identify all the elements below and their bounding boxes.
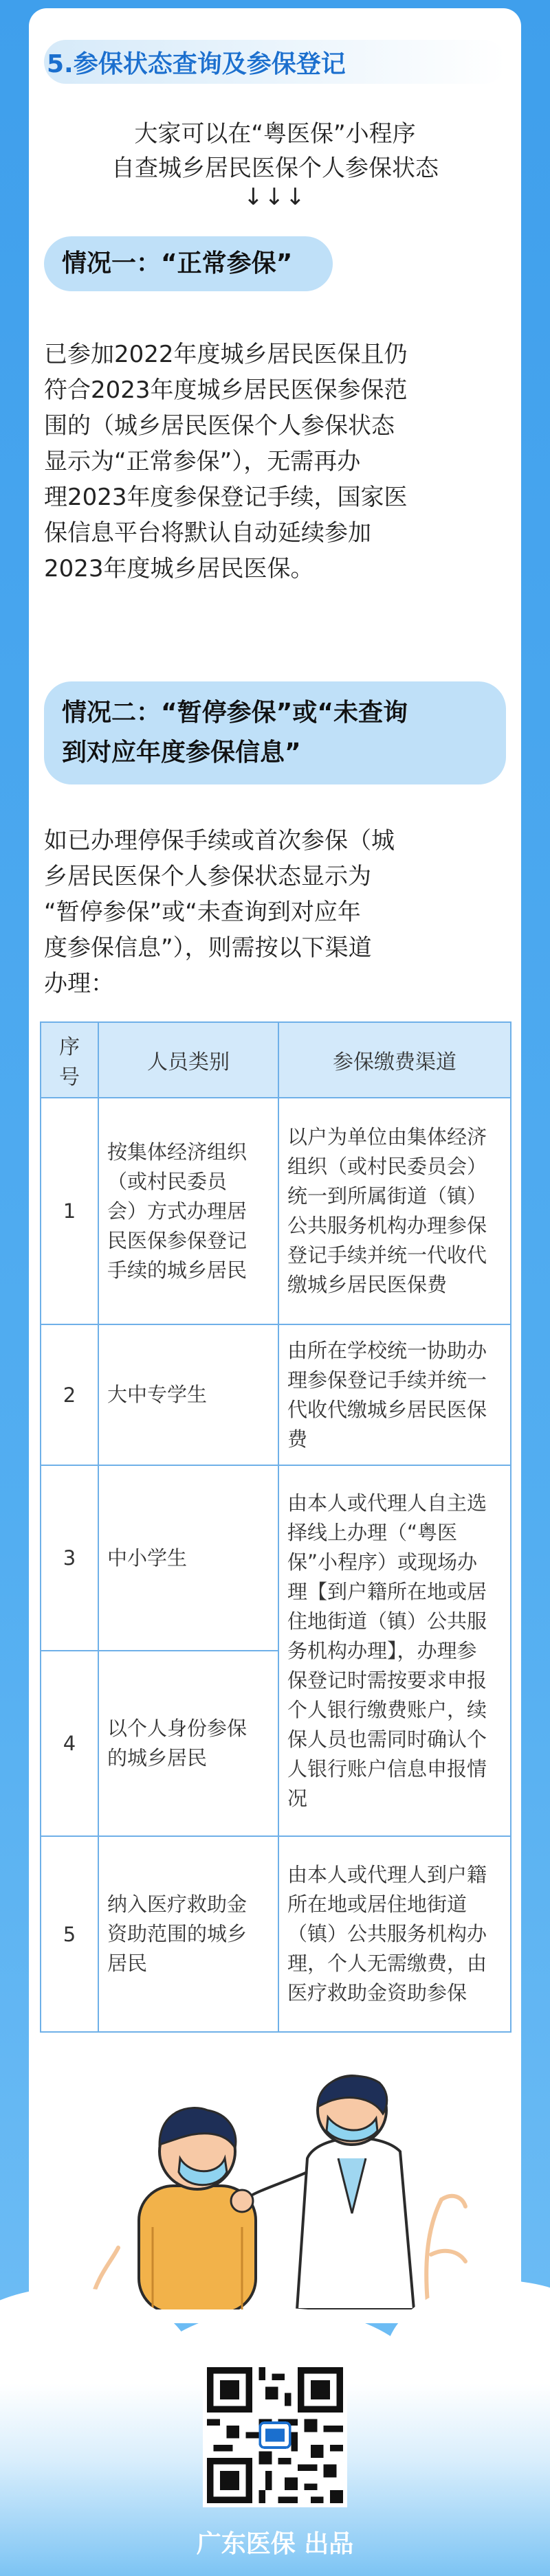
cell-line: 大中专学生 [107, 1383, 208, 1406]
row-channel [278, 1836, 511, 2032]
qr-code-icon [207, 2367, 343, 2503]
intro-line-1: 大家可以在“粤医保”小程序 [134, 120, 416, 148]
cell-line: 民医保参保登记 [107, 1228, 248, 1252]
table-row [41, 1324, 511, 1465]
case2-paragraph [44, 823, 506, 1002]
header-category: 人员类别 [98, 1022, 278, 1098]
cell-line: 由本人或代理人到户籍 [287, 1863, 487, 1886]
header-no: 序号 [41, 1022, 98, 1098]
cell-line: 保登记时需按要求申报 [287, 1668, 487, 1692]
cell-line: 个人银行缴费账户，续 [287, 1697, 487, 1721]
row-category [98, 1651, 278, 1836]
cell-line: 以个人身份参保 [107, 1717, 248, 1740]
cell-line: 保”小程序）或现场办 [287, 1550, 478, 1574]
case1-line: 围的（城乡居民医保个人参保状态 [44, 412, 395, 440]
cell-line: 纳入医疗救助金 [107, 1893, 248, 1916]
doctor-figure [231, 2076, 414, 2309]
cell-line: 登记手续并统一代收代 [287, 1243, 487, 1267]
cell-line: 以户为单位由集体经济 [287, 1125, 487, 1149]
case2-line: 办理： [44, 970, 114, 997]
cell-line: 医疗救助金资助参保 [287, 1981, 468, 2004]
table-row [41, 1465, 511, 1651]
content-card [29, 8, 521, 2323]
row-no: 5 [41, 1836, 98, 2032]
cell-line: 由本人或代理人自主选 [287, 1491, 487, 1515]
case1-paragraph [44, 337, 506, 587]
cell-line: （镇）公共服务机构办 [287, 1922, 487, 1945]
cell-line: 况 [287, 1786, 308, 1810]
row-no: 2 [41, 1324, 98, 1465]
section-title-bar [44, 40, 506, 84]
row-channel-merged [278, 1465, 511, 1836]
header-channel: 参保缴费渠道 [278, 1022, 511, 1098]
cell-line: 统一到所属街道（镇） [287, 1184, 487, 1208]
cell-line: （或村民委员 [107, 1169, 228, 1193]
case2-line: 乡居民医保个人参保状态显示为 [44, 863, 371, 890]
table-row [41, 1836, 511, 2032]
case1-line: 保信息平台将默认自动延续参加 [44, 519, 371, 547]
cell-line: 理，个人无需缴费，由 [287, 1952, 487, 1975]
cell-line: 由所在学校统一协助办 [287, 1338, 487, 1362]
intro-line-2: 自查城乡居民医保个人参保状态 [111, 155, 439, 182]
cell-line: 住地街道（镇）公共服 [287, 1609, 487, 1633]
cell-line: 资助范围的城乡 [107, 1922, 248, 1945]
row-category [98, 1465, 278, 1651]
case2-line: “暂停参保”或“未查询到对应年 [44, 899, 361, 926]
row-channel [278, 1098, 511, 1324]
case2-line: 度参保信息”），则需按以下渠道 [44, 934, 372, 962]
cell-line: 保人员也需同时确认个 [287, 1727, 487, 1751]
cell-line: 会）方式办理居 [107, 1199, 248, 1223]
cell-line: 按集体经济组织 [107, 1140, 248, 1164]
cell-line: 代收代缴城乡居民医保 [287, 1397, 487, 1421]
cell-line: 所在地或居住地街道 [287, 1893, 468, 1916]
cell-line: 组织（或村民委员会） [287, 1155, 487, 1178]
case1-title: 情况一：“正常参保” [62, 249, 293, 278]
cell-line: 缴城乡居民医保费 [287, 1273, 448, 1296]
row-category [98, 1324, 278, 1465]
footer-label: 广东医保 出品 [196, 2530, 354, 2558]
case2-title-line-2: 到对应年度参保信息” [62, 738, 301, 767]
cell-line: 费 [287, 1427, 308, 1451]
cell-line: 中小学生 [107, 1546, 188, 1570]
case1-line: 符合2023年度城乡居民医保参保范 [44, 376, 408, 404]
case1-line: 理2023年度参保登记手续，国家医 [44, 484, 408, 511]
row-no: 3 [41, 1465, 98, 1651]
qr-code[interactable] [203, 2363, 347, 2507]
case1-line: 显示为“正常参保”），无需再办 [44, 448, 361, 475]
table-row [41, 1098, 511, 1324]
section-title: 5.参保状态查询及参保登记 [47, 49, 346, 78]
cell-line: 理【到户籍所在地或居 [287, 1579, 487, 1603]
row-no: 4 [41, 1651, 98, 1836]
row-category [98, 1836, 278, 2032]
case1-line: 2023年度城乡居民医保。 [44, 555, 314, 583]
case1-title-pill [44, 236, 333, 291]
doctor-patient-illustration [70, 2055, 496, 2309]
row-channel [278, 1324, 511, 1465]
cell-line: 的城乡居民 [107, 1746, 208, 1770]
cell-line: 居民 [107, 1952, 148, 1975]
case1-line: 已参加2022年度城乡居民医保且仍 [44, 341, 408, 368]
cell-line: 人银行账户信息申报情 [287, 1756, 487, 1781]
row-no: 1 [41, 1098, 98, 1324]
intro-arrows: ↓↓↓ [243, 183, 307, 211]
cell-line: 理参保登记手续并统一 [287, 1368, 487, 1392]
cell-line: 手续的城乡居民 [107, 1258, 248, 1282]
table-header-row [41, 1022, 511, 1098]
row-category [98, 1098, 278, 1324]
case2-title-pill [44, 681, 506, 784]
cell-line: 公共服务机构办理参保 [287, 1214, 487, 1237]
cell-line: 务机构办理】，办理参 [287, 1638, 477, 1662]
case2-line: 如已办理停保手续或首次参保（城 [44, 827, 395, 855]
cell-line: 择线上办理（“粤医 [287, 1520, 458, 1544]
enrollment-channel-table [40, 1021, 512, 2033]
case2-title-line-1: 情况二：“暂停参保”或“未查询 [62, 699, 408, 727]
